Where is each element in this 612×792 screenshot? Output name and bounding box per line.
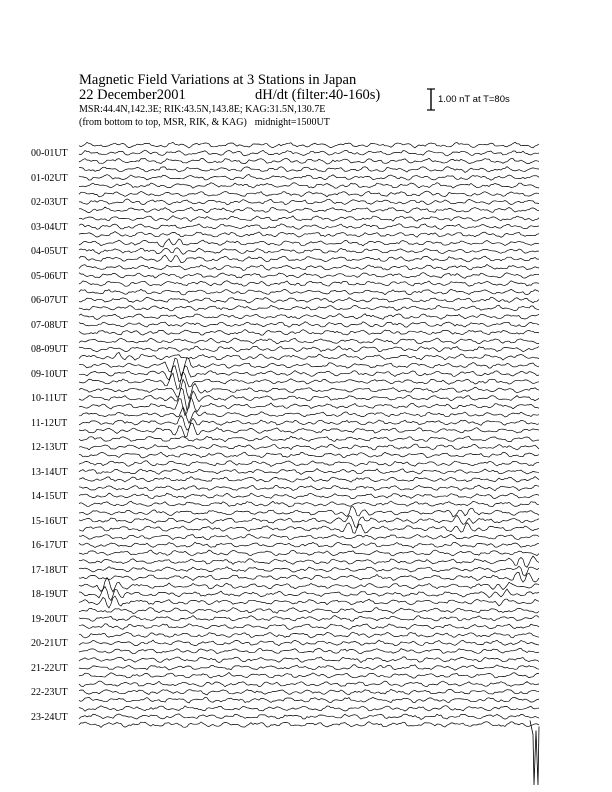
trace-17-18UT-MSR	[79, 573, 539, 583]
hour-label-13-14UT: 13-14UT	[31, 466, 68, 478]
trace-02-03UT-MSR	[79, 207, 539, 213]
trace-01-02UT-RIK	[79, 174, 539, 180]
trace-14-15UT-RIK	[79, 493, 539, 499]
trace-03-04UT-RIK	[79, 224, 539, 230]
hour-label-22-23UT: 22-23UT	[31, 687, 68, 698]
trace-07-08UT-RIK	[79, 322, 539, 327]
trace-13-14UT-KAG	[79, 461, 539, 467]
trace-08-09UT-KAG	[79, 338, 539, 344]
trace-00-01UT-KAG	[79, 142, 539, 148]
trace-06-07UT-MSR	[79, 305, 539, 311]
trace-17-18UT-KAG	[79, 556, 539, 567]
hour-label-20-21UT: 20-21UT	[31, 638, 68, 649]
trace-09-10UT-MSR	[79, 372, 539, 389]
trace-16-17UT-MSR	[79, 550, 539, 556]
trace-19-20UT-MSR	[79, 624, 539, 630]
hour-label-19-20UT: 19-20UT	[31, 613, 68, 625]
trace-19-20UT-RIK	[79, 616, 539, 622]
trace-23-24UT-MSR	[79, 722, 539, 728]
trace-04-05UT-RIK	[79, 248, 539, 255]
hour-label-06-07UT: 06-07UT	[31, 295, 68, 306]
scale-label: 1.00 nT at T=80s	[438, 94, 510, 105]
quantity-label: dH/dt (filter:40-160s)	[255, 87, 381, 103]
trace-18-19UT-MSR	[79, 596, 539, 608]
trace-18-19UT-KAG	[79, 578, 539, 592]
trace-14-15UT-KAG	[79, 485, 539, 491]
trace-06-07UT-RIK	[79, 297, 539, 303]
trace-02-03UT-RIK	[79, 199, 539, 205]
trace-00-01UT-RIK	[79, 150, 539, 156]
trace-11-12UT-MSR	[79, 423, 539, 437]
trace-12-13UT-MSR	[79, 452, 539, 458]
chart-title: Magnetic Field Variations at 3 Stations in Japan	[79, 72, 357, 88]
hour-label-16-17UT: 16-17UT	[31, 540, 68, 551]
trace-10-11UT-MSR	[79, 397, 539, 416]
trace-13-14UT-MSR	[79, 477, 539, 483]
trace-15-16UT-MSR	[79, 523, 539, 534]
trace-05-06UT-KAG	[79, 265, 539, 271]
trace-02-03UT-KAG	[79, 191, 539, 197]
trace-07-08UT-MSR	[79, 330, 539, 336]
hour-label-15-16UT: 15-16UT	[31, 515, 68, 527]
trace-11-12UT-RIK	[79, 416, 539, 431]
hour-label-01-02UT: 01-02UT	[31, 172, 68, 184]
trace-03-04UT-KAG	[79, 216, 539, 222]
hour-label-10-11UT: 10-11UT	[31, 393, 68, 404]
date-label: 22 December2001	[79, 87, 186, 103]
trace-07-08UT-KAG	[79, 314, 539, 320]
trace-20-21UT-KAG	[79, 632, 539, 638]
hour-label-09-10UT: 09-10UT	[31, 368, 68, 380]
trace-13-14UT-RIK	[79, 469, 539, 475]
trace-end-spike	[530, 721, 539, 786]
hour-label-07-08UT: 07-08UT	[31, 319, 68, 331]
hour-label-04-05UT: 04-05UT	[31, 246, 68, 257]
hour-label-05-06UT: 05-06UT	[31, 270, 68, 282]
trace-19-20UT-KAG	[79, 608, 539, 614]
trace-22-23UT-MSR	[79, 697, 539, 703]
trace-08-09UT-MSR	[79, 352, 539, 360]
trace-14-15UT-MSR	[79, 501, 539, 507]
trace-12-13UT-RIK	[79, 444, 539, 450]
trace-01-02UT-KAG	[79, 167, 539, 173]
trace-08-09UT-RIK	[79, 346, 539, 352]
trace-01-02UT-MSR	[79, 183, 539, 189]
trace-03-04UT-MSR	[79, 232, 539, 238]
trace-21-22UT-KAG	[79, 657, 539, 663]
trace-16-17UT-KAG	[79, 534, 539, 540]
hour-label-00-01UT: 00-01UT	[31, 148, 68, 159]
trace-04-05UT-KAG	[79, 239, 539, 247]
hour-label-11-12UT: 11-12UT	[31, 417, 68, 429]
trace-11-12UT-KAG	[79, 407, 539, 423]
trace-18-19UT-RIK	[79, 586, 539, 600]
trace-17-18UT-RIK	[79, 566, 539, 576]
order-note: (from bottom to top, MSR, RIK, & KAG)	[79, 117, 247, 128]
trace-05-06UT-MSR	[79, 281, 539, 286]
trace-00-01UT-MSR	[79, 158, 539, 164]
trace-16-17UT-RIK	[79, 542, 539, 548]
trace-12-13UT-KAG	[79, 436, 539, 442]
trace-15-16UT-RIK	[79, 515, 539, 527]
hour-label-08-09UT: 08-09UT	[31, 344, 68, 355]
hour-label-14-15UT: 14-15UT	[31, 491, 68, 502]
trace-22-23UT-KAG	[79, 681, 539, 687]
hour-label-03-04UT: 03-04UT	[31, 221, 68, 233]
trace-20-21UT-MSR	[79, 648, 539, 654]
trace-23-24UT-RIK	[79, 714, 539, 720]
hour-label-12-13UT: 12-13UT	[31, 442, 68, 453]
stations-label: MSR:44.4N,142.3E; RIK:43.5N,143.8E; KAG:31.5N,130.7E	[79, 104, 326, 115]
trace-23-24UT-KAG	[79, 706, 539, 712]
trace-21-22UT-RIK	[79, 665, 539, 670]
hour-label-23-24UT: 23-24UT	[31, 711, 68, 723]
trace-06-07UT-KAG	[79, 289, 539, 295]
trace-04-05UT-MSR	[79, 255, 539, 263]
hour-label-21-22UT: 21-22UT	[31, 662, 68, 674]
trace-15-16UT-KAG	[79, 507, 539, 517]
trace-20-21UT-RIK	[79, 640, 539, 646]
trace-05-06UT-RIK	[79, 273, 539, 279]
midnight-note: midnight=1500UT	[254, 117, 330, 128]
trace-21-22UT-MSR	[79, 673, 539, 679]
hour-label-18-19UT: 18-19UT	[31, 589, 68, 600]
trace-22-23UT-RIK	[79, 689, 539, 695]
hour-label-02-03UT: 02-03UT	[31, 197, 68, 208]
hour-label-17-18UT: 17-18UT	[31, 564, 68, 576]
